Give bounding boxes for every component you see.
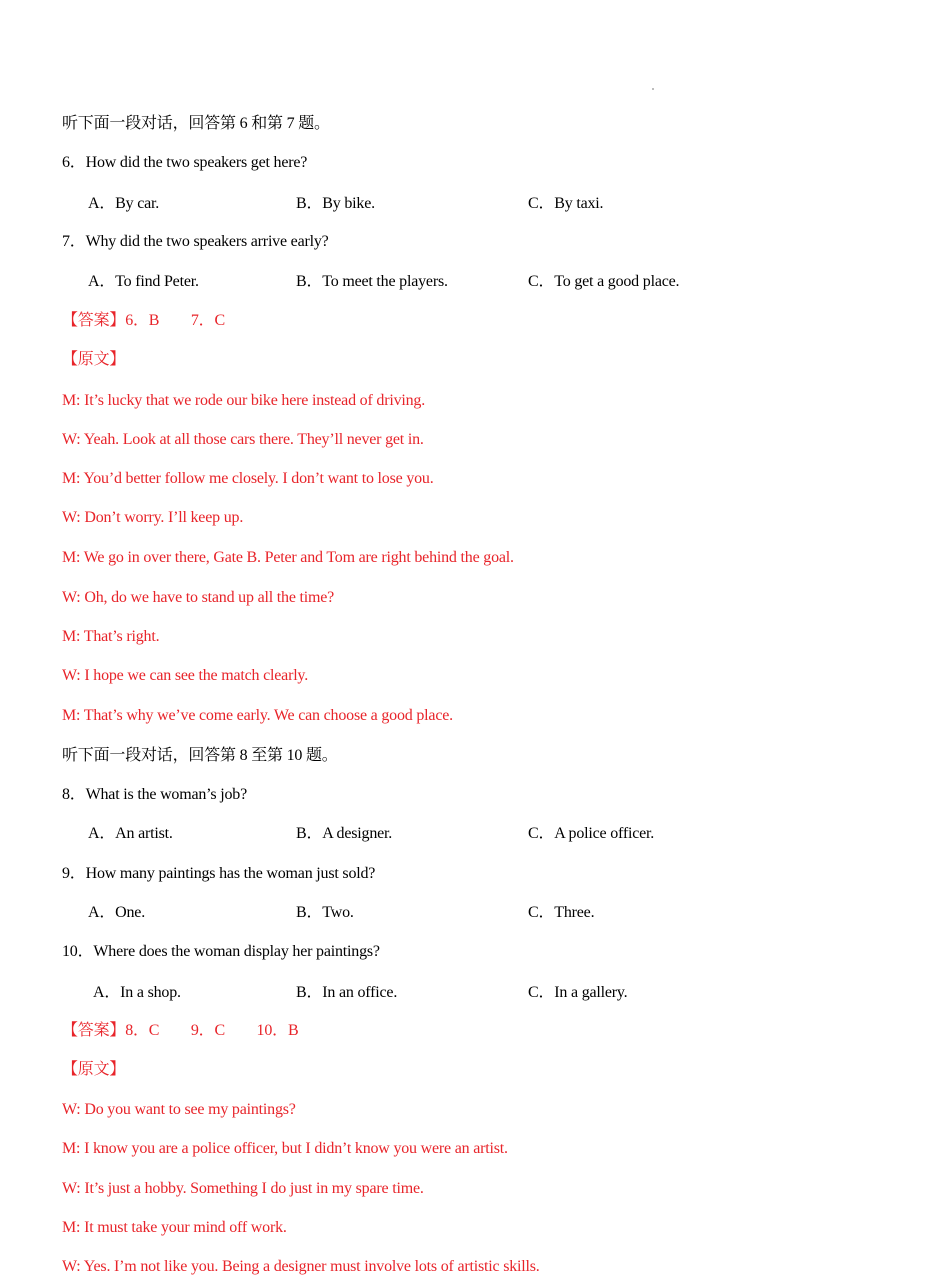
question-10-option-c: C．In a gallery. — [528, 984, 628, 1001]
section-instruction: 听下面一段对话，回答第 6 和第 7 题。 — [62, 115, 330, 132]
question-9-option-c: C．Three. — [528, 904, 595, 921]
question-7-option-b: B．To meet the players. — [296, 273, 448, 290]
transcript-label: 【原文】 — [62, 351, 126, 368]
transcript-label: 【原文】 — [62, 1061, 126, 1078]
transcript-line: M: It’s lucky that we rode our bike here instead of driving. — [62, 392, 426, 409]
transcript-line: M: That’s right. — [62, 628, 160, 645]
transcript-line: W: Do you want to see my paintings? — [62, 1101, 296, 1118]
transcript-line: M: We go in over there, Gate B. Peter and Tom are right behind the goal. — [62, 549, 514, 566]
transcript-line: M: You’d better follow me closely. I don’t want to lose you. — [62, 470, 434, 487]
question-10-stem: 10．Where does the woman display her paintings? — [62, 943, 380, 960]
question-6-stem: 6．How did the two speakers get here? — [62, 154, 308, 171]
transcript-line: W: Yeah. Look at all those cars there. They’ll never get in. — [62, 431, 424, 448]
transcript-line: W: I hope we can see the match clearly. — [62, 667, 308, 684]
question-7-option-a: A．To find Peter. — [88, 273, 199, 290]
question-9-option-b: B．Two. — [296, 904, 354, 921]
section-instruction: 听下面一段对话，回答第 8 至第 10 题。 — [62, 747, 338, 764]
question-9-stem: 9．How many paintings has the woman just sold? — [62, 865, 376, 882]
question-6-option-c: C．By taxi. — [528, 195, 604, 212]
question-10-option-a: A．In a shop. — [93, 984, 181, 1001]
question-6-option-a: A．By car. — [88, 195, 160, 212]
question-7-stem: 7．Why did the two speakers arrive early? — [62, 233, 329, 250]
transcript-line: W: It’s just a hobby. Something I do just in my spare time. — [62, 1180, 424, 1197]
question-8-option-c: C．A police officer. — [528, 825, 655, 842]
transcript-line: W: Oh, do we have to stand up all the time? — [62, 589, 335, 606]
question-9-option-a: A．One. — [88, 904, 146, 921]
answer-key: 【答案】8．C 9．C 10．B — [62, 1022, 299, 1039]
transcript-line: M: It must take your mind off work. — [62, 1219, 287, 1236]
question-10-option-b: B．In an office. — [296, 984, 398, 1001]
question-8-stem: 8．What is the woman’s job? — [62, 786, 247, 803]
transcript-line: W: Don’t worry. I’ll keep up. — [62, 509, 244, 526]
transcript-line: M: That’s why we’ve come early. We can choose a good place. — [62, 707, 453, 724]
question-8-option-a: A．An artist. — [88, 825, 173, 842]
transcript-line: W: Yes. I’m not like you. Being a designer must involve lots of artistic skills. — [62, 1258, 540, 1275]
question-7-option-c: C．To get a good place. — [528, 273, 680, 290]
question-8-option-b: B．A designer. — [296, 825, 393, 842]
answer-key: 【答案】6．B 7．C — [62, 312, 225, 329]
scan-speck — [652, 88, 654, 90]
transcript-line: M: I know you are a police officer, but I didn’t know you were an artist. — [62, 1140, 508, 1157]
question-6-option-b: B．By bike. — [296, 195, 375, 212]
